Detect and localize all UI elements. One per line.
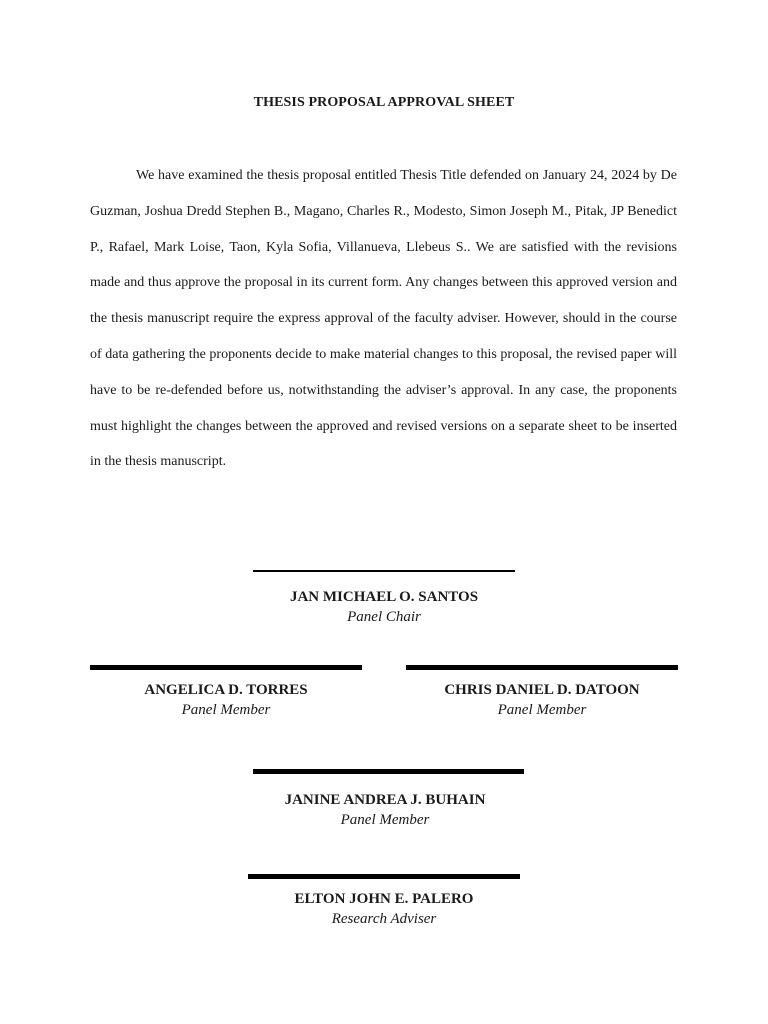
member-3-name: JANINE ANDREA J. BUHAIN <box>284 792 486 808</box>
signature-line-adviser <box>248 874 520 879</box>
signature-line-chair <box>253 570 515 572</box>
adviser-name: ELTON JOHN E. PALERO <box>294 891 474 907</box>
page-title: THESIS PROPOSAL APPROVAL SHEET <box>253 95 515 110</box>
member-2-role: Panel Member <box>497 702 587 718</box>
approval-paragraph: We have examined the thesis proposal entitled Thesis Title defended on January 24, 2024 by De Guzman, Joshua Dredd Stephen B., Magano, Charles R., Modesto, Simon Joseph M., Pitak, JP Benedict P., Rafael, Mark Loise, Taon, Kyla Sofia, Villanueva, Llebeus S.. We are satisfied with the revisions made and thus approve the proposal in its current form. Any changes between this approved version and the thesis manuscript require the express approval of the faculty adviser. However, should in the course of data gathering the proponents decide to make material changes to this proposal, the revised paper will have to be re-defended before us, notwithstanding the adviser’s approval. In any case, the proponents must highlight the changes between the approved and revised versions on a separate sheet to be inserted in the thesis manuscript. <box>90 168 677 470</box>
member-3-role: Panel Member <box>340 812 430 828</box>
chair-role: Panel Chair <box>347 609 421 625</box>
signature-line-member-1 <box>90 665 362 670</box>
signature-line-member-2 <box>406 665 678 670</box>
chair-name: JAN MICHAEL O. SANTOS <box>289 589 479 605</box>
member-2-name: CHRIS DANIEL D. DATOON <box>444 682 640 698</box>
member-1-name: ANGELICA D. TORRES <box>144 682 308 698</box>
signature-line-member-3 <box>253 769 524 774</box>
adviser-role: Research Adviser <box>331 911 437 927</box>
member-1-role: Panel Member <box>181 702 271 718</box>
